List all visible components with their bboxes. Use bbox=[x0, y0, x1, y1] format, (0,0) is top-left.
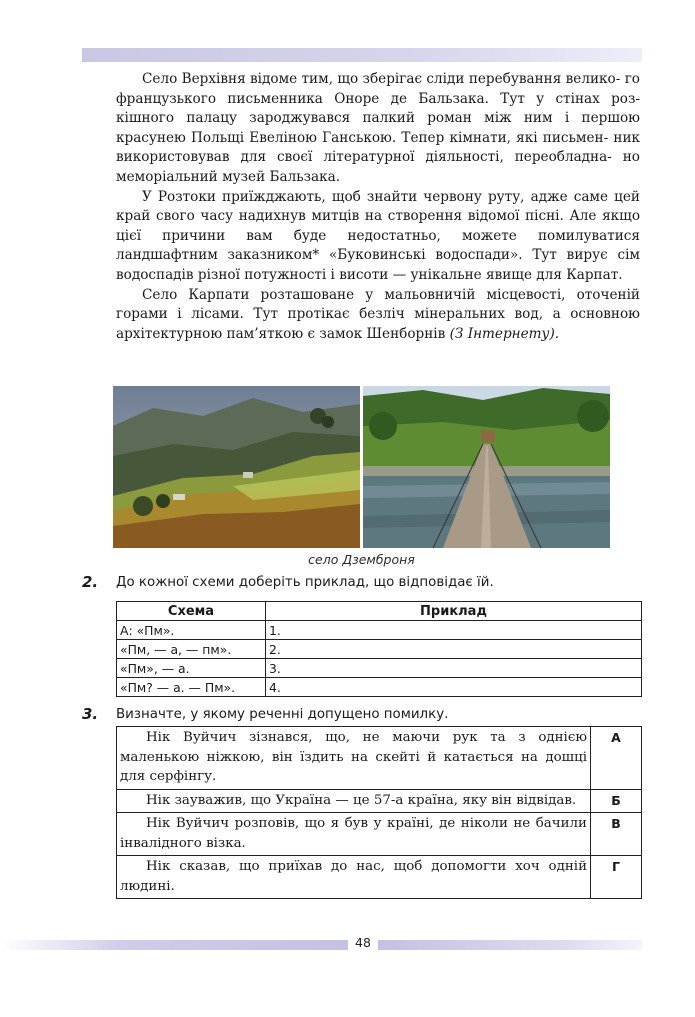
table-row bbox=[117, 659, 642, 678]
table-row bbox=[117, 640, 642, 659]
footer-band-right bbox=[378, 940, 642, 950]
main-text bbox=[116, 70, 640, 344]
option-letter: В bbox=[591, 813, 642, 856]
scheme-cell: А: «Пм». bbox=[117, 621, 266, 640]
paragraph-karpaty: Село Карпати розташоване у мальовничій місцевості, оточеній горами і лісами. Тут протікає безліч мінеральних вод, а основною архітектурною пам’яткою є замок Шенборнів (З Інтернету). bbox=[116, 286, 640, 342]
option-letter: Б bbox=[591, 789, 642, 813]
photo-caption: село Дземброня bbox=[308, 552, 415, 567]
example-cell: 3. bbox=[266, 659, 642, 678]
paragraph-verkhivnia: Село Верхівня відоме тим, що зберігає сліди перебування велико- го французького письменника Оноре де Бальзака. Тут у стінах роз- кішного палацу зароджувався палкий роман між ним і першою красунею Польщі Евеліною Ганською. Тепер кімнати, які письмен- ник використовував для своєї літературної діяльності, переобладна- но меморіальний музей Бальзака. bbox=[116, 71, 641, 185]
example-cell: 1. bbox=[266, 621, 642, 640]
footer-band-left bbox=[0, 940, 348, 950]
scheme-cell: «Пм? — а. — Пм». bbox=[117, 678, 266, 697]
task-2-instruction: До кожної схеми доберіть приклад, що відповідає їй. bbox=[116, 575, 494, 590]
option-sentence: Нік Вуйчич зізнався, що, не маючи рук та з однією маленькою ніжкою, він їздить на скейті й катається на дошці для серфінгу. bbox=[117, 727, 591, 790]
option-sentence: Нік Вуйчич розповів, що я був у країні, де ніколи не бачили інвалідного візка. bbox=[117, 813, 591, 856]
scheme-cell: «Пм», — а. bbox=[117, 659, 266, 678]
option-sentence: Нік сказав, що приїхав до нас, щоб допомогти хоч одній людині. bbox=[117, 856, 591, 899]
scheme-cell: «Пм, — а, — пм». bbox=[117, 640, 266, 659]
header-decorative-band bbox=[82, 48, 642, 62]
photo-mountain-village bbox=[113, 386, 360, 548]
example-cell: 2. bbox=[266, 640, 642, 659]
option-row bbox=[117, 789, 642, 813]
scheme-example-table bbox=[116, 601, 642, 697]
column-header-scheme: Схема bbox=[117, 602, 266, 621]
page-number: 48 bbox=[355, 935, 371, 950]
option-sentence: Нік зауважив, що Україна — це 57-а країна, яку він відвідав. bbox=[117, 789, 591, 813]
table-row bbox=[117, 621, 642, 640]
table-row bbox=[117, 678, 642, 697]
table-header-row bbox=[117, 602, 642, 621]
option-row bbox=[117, 813, 642, 856]
paragraph-roztoky: У Розтоки приїжджають, щоб знайти червону руту, адже саме цей край свого часу надихнув митців на створення відомої пісні. Але якщо цієї причини вам буде недостатньо, можете помилуватися ландшафтним заказником* «Буковинські водоспади». Тут вирує сім водоспадів різної потужності і висоти — унікальне явище для Карпат. bbox=[116, 188, 641, 283]
task-3-instruction: Визначте, у якому реченні допущено помилку. bbox=[116, 707, 449, 722]
option-row bbox=[117, 727, 642, 790]
task-2-number: 2. bbox=[82, 573, 99, 591]
source-note: (З Інтернету). bbox=[449, 325, 560, 342]
option-letter: Г bbox=[591, 856, 642, 899]
option-row bbox=[117, 856, 642, 899]
task-3-number: 3. bbox=[82, 705, 99, 723]
option-letter: А bbox=[591, 727, 642, 790]
answer-options-table bbox=[116, 726, 642, 899]
example-cell: 4. bbox=[266, 678, 642, 697]
photo-suspension-bridge bbox=[363, 386, 610, 548]
column-header-example: Приклад bbox=[266, 602, 642, 621]
